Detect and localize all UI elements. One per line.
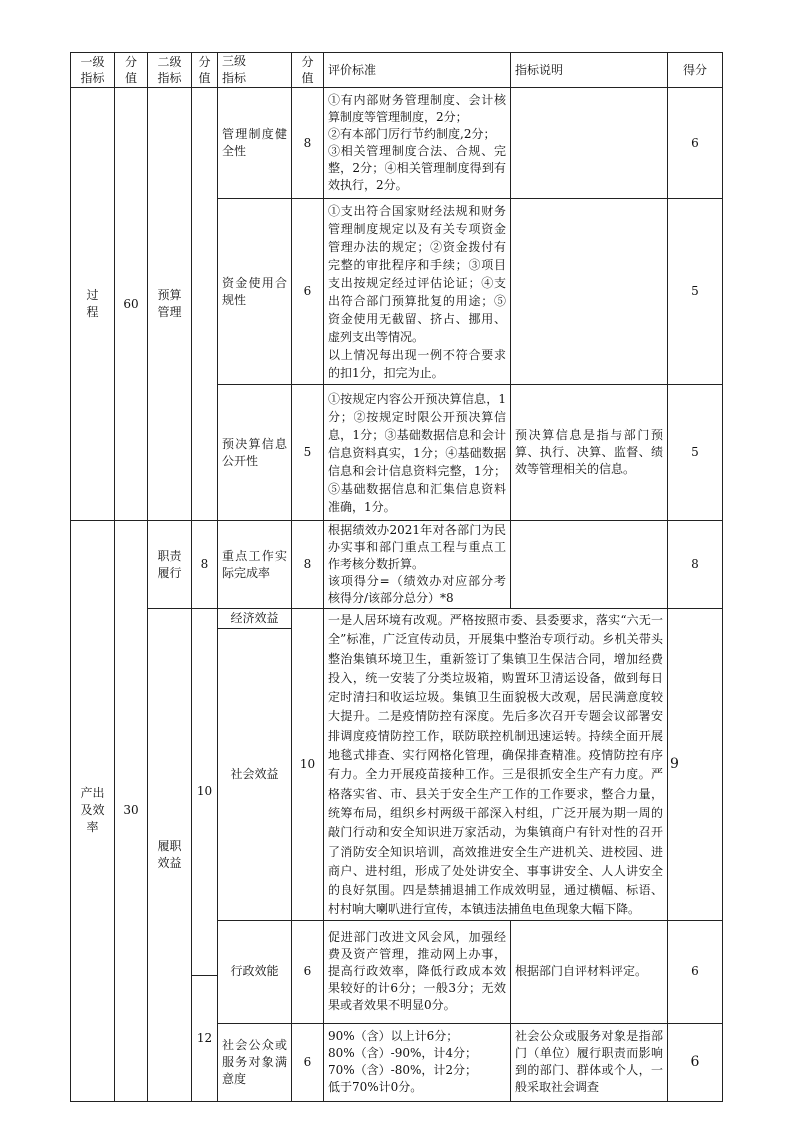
score-cell: 6	[668, 88, 723, 199]
level3-name: 行政效能	[218, 920, 292, 1023]
score-cell: 6	[668, 1023, 723, 1101]
level3-weight: 8	[292, 521, 324, 609]
note-cell	[511, 88, 668, 199]
note-cell	[511, 199, 668, 385]
criteria-cell: ①支出符合国家财经法规和财务管理制度规定以及有关专项资金管理办法的规定；②资金拨付有完整的审批程序和手续；③项目支出按规定经过评估论证；④支出符合部门预算批复的用途；⑤资金使用无截留、挤占、挪用、虚列支出等情况。 以上情况每出现一例不符合要求的扣1分，扣完为止。	[324, 199, 511, 385]
level1-output-weight: 30	[115, 521, 148, 1102]
evaluation-table	[70, 52, 723, 1102]
criteria-cell: 根据绩效办2021年对各部门为民办实事和部门重点工程与重点工作考核分数折算。 该项得分=（绩效办对应部分考核得分/该部分总分）*8	[324, 521, 511, 609]
level3-name: 社会公众或服务对象满意度	[218, 1023, 292, 1101]
level3-name: 重点工作实际完成率	[218, 521, 292, 609]
table-row	[71, 521, 723, 609]
level3-weight: 6	[292, 920, 324, 1023]
note-cell: 根据部门自评材料评定。	[511, 920, 668, 1023]
criteria-cell: 90%（含）以上计6分； 80%（含）-90%，计4分； 70%（含）-80%，计2分； 低于70%计0分。	[324, 1023, 511, 1101]
note-cell: 社会公众或服务对象是指部门（单位）履行职责而影响到的部门、群体或个人，一般采取社会调查	[511, 1023, 668, 1101]
criteria-cell: 促进部门改进文风会风，加强经费及资产管理，推动网上办事，提高行政效率，降低行政成本效果较好的计6分；一般3分；无效果或者效果不明显0分。	[324, 920, 511, 1023]
level1-process: 过 程	[71, 88, 115, 521]
level2-duty: 职责 履行	[148, 521, 192, 609]
level1-output: 产出 及效 率	[71, 521, 115, 1102]
level3-weight: 10	[292, 609, 324, 921]
level2-budget: 预算 管理	[148, 88, 192, 521]
table-row	[71, 88, 723, 199]
level3-weight: 8	[292, 88, 324, 199]
criteria-cell: ①有内部财务管理制度、会计核算制度等管理制度，2分； ②有本部门厉行节约制度,2分； ③相关管理制度合法、合规、完整，2分；④相关管理制度得到有效执行，2分。	[324, 88, 511, 199]
level2-performance-weight-b: 12	[192, 975, 218, 1101]
header-level2: 二级 指标	[148, 53, 192, 88]
header-criteria: 评价标准	[324, 53, 511, 88]
header-weight1: 分 值	[115, 53, 148, 88]
score-cell: 8	[668, 521, 723, 609]
level3-weight: 6	[292, 199, 324, 385]
note-cell: 预决算信息是指与部门预算、执行、决算、监督、绩效等管理相关的信息。	[511, 385, 668, 521]
level2-performance: 履职 效益	[148, 609, 192, 1102]
header-score: 得分	[668, 53, 723, 88]
note-cell	[511, 521, 668, 609]
header-level1: 一级 指标	[71, 53, 115, 88]
level2-performance-weight-a: 10	[192, 609, 218, 976]
level3-name: 预决算信息公开性	[218, 385, 292, 521]
level3-weight: 6	[292, 1023, 324, 1101]
level3-name: 经济效益	[218, 609, 292, 629]
header-note: 指标说明	[511, 53, 668, 88]
level2-duty-weight: 8	[192, 521, 218, 609]
social-benefit-text: 一是人居环境有改观。严格按照市委、县委要求，落实“六无一全”标准，广泛宣传动员，开展集中整治专项行动。乡机关带头整治集镇环境卫生，重新签订了集镇卫生保洁合同，增加经费投入，统一安装了分类垃圾箱，购置环卫清运设备，做到每日定时清扫和收运垃圾。集镇卫生面貌极大改观，居民满意度较大提升。二是疫情防控有深度。先后多次召开专题会议部署安排调度疫情防控工作，联防联控机制迅速运转。持续全面开展地毯式排查、实行网格化管理，确保排查精准。疫情防控有序有力。全力开展疫苗接种工作。三是很抓安全生产有力度。严格落实省、市、县关于安全生产工作的工作要求，整合力量，统筹布局，组织乡村两级干部深入村组，广泛开展为期一周的敲门行动和安全知识进万家活动，为集镇商户有针对性的召开了消防安全知识培训，高效推进安全生产进机关、进校园、进商户、进村组，形成了处处讲安全、事事讲安全、人人讲安全的良好氛围。四是禁捕退捕工作成效明显，通过横幅、标语、村村响大喇叭进行宣传，本镇违法捕鱼电鱼现象大幅下降。	[324, 609, 668, 921]
level3-name: 资金使用合规性	[218, 199, 292, 385]
level3-weight: 5	[292, 385, 324, 521]
score-cell: 5	[668, 385, 723, 521]
header-weight3: 分 值	[292, 53, 324, 88]
score-cell: 5	[668, 199, 723, 385]
score-cell: 9	[668, 609, 723, 921]
level3-name: 社会效益	[218, 629, 292, 921]
header-level3: 三级 指标	[218, 53, 292, 88]
header-weight2: 分 值	[192, 53, 218, 88]
level1-process-weight: 60	[115, 88, 148, 521]
level3-name: 管理制度健全性	[218, 88, 292, 199]
table-row	[71, 609, 723, 629]
level2-budget-weight	[192, 88, 218, 521]
score-cell: 6	[668, 920, 723, 1023]
criteria-cell: ①按规定内容公开预决算信息，1分；②按规定时限公开预决算信息，1分；③基础数据信息和会计信息资料真实，1分；④基础数据信息和会计信息资料完整，1分；⑤基础数据信息和汇集信息资料准确，1分。	[324, 385, 511, 521]
header-row	[71, 53, 723, 88]
